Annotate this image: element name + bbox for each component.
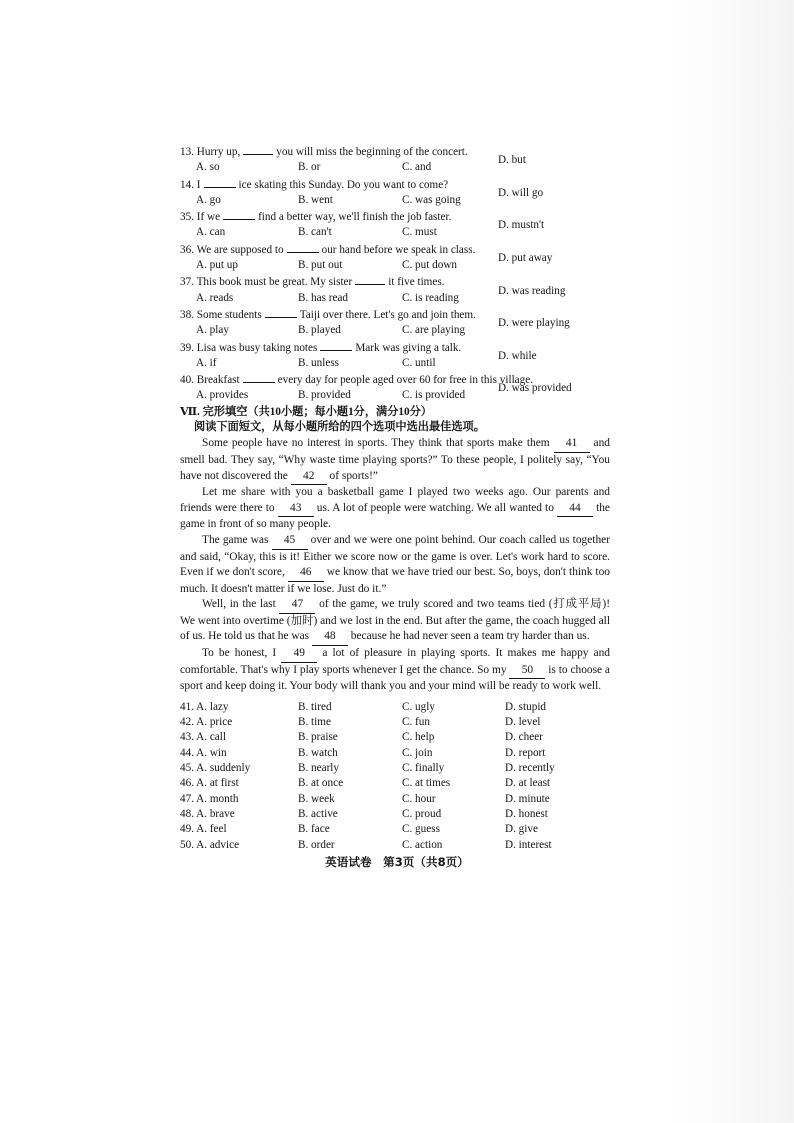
question-text: 37. This book must be great. My sister [180,276,353,289]
cloze-option: 42. A. price [180,716,233,729]
passage-text: Some people have no interest in sports. They think that sports make them [202,437,554,450]
option-a: A. play [196,324,229,337]
question-text: you will miss the beginning of the concert. [276,146,468,158]
cloze-option: C. help [402,731,435,744]
cloze-option: 46. A. at first [180,777,239,790]
answer-blank [204,176,236,188]
cloze-option: D. give [505,823,538,836]
passage-text: of sports!” [326,469,378,482]
cloze-option: D. honest [505,807,548,820]
cloze-option: D. minute [505,792,550,805]
option-c: C. must [402,226,437,239]
question-options [180,219,610,240]
answer-blank [243,371,275,383]
question-stem [180,208,610,225]
cloze-option: C. hour [402,792,436,805]
answer-blank [320,339,352,351]
passage-paragraph [180,436,610,485]
cloze-option: B. time [298,716,331,729]
option-b: B. provided [298,389,351,402]
cloze-blank-number: 42 [291,469,327,486]
option-a: A. reads [196,291,234,304]
cloze-option: C. fun [402,716,430,729]
cloze-blank-number: 45 [272,533,308,550]
cloze-option: B. order [298,838,335,851]
passage-text: is to choose a sport and keep doing it. Your body will thank you and your mind will be ready to work well. [180,663,610,693]
cloze-option: C. action [402,838,443,851]
cloze-option: 49. A. feel [180,823,227,836]
question-text: Mark was giving a talk. [355,341,462,354]
cloze-option-row [180,761,610,776]
answer-blank [223,208,255,220]
question-options [180,252,610,273]
cloze-option: C. proud [402,807,442,820]
passage-text: Well, in the last [202,598,280,611]
passage-paragraph [180,597,610,646]
cloze-option: B. active [298,807,338,820]
cloze-option-row [180,700,610,715]
question-text: 14. I [180,178,201,191]
option-c: C. was going [402,193,461,206]
cloze-option-row [180,715,610,730]
passage-text: To be honest, I [202,647,282,660]
cloze-blank-number: 44 [557,501,593,518]
cloze-option: D. report [505,746,546,759]
passage-text: over and we were one point behind. Our coach called us together and said, “Okay, this is it! Either we score now or the game is over. Let's work hard to score. Even if we don't score, [180,533,610,579]
exam-content [180,143,610,853]
question-text: every day for people aged over 60 for free in this village. [277,374,534,387]
question-text: 35. If we [180,211,221,224]
option-d: D. put away [498,252,553,265]
option-b: B. or [298,161,321,174]
passage-paragraph [180,485,610,533]
cloze-option: B. watch [298,746,338,759]
question-options [180,186,610,208]
cloze-option: B. praise [298,731,338,744]
question-options [180,382,610,403]
option-c: C. is reading [402,291,459,304]
cloze-blank-number: 47 [279,597,315,614]
cloze-option: D. interest [505,838,552,851]
cloze-option-row [180,792,610,807]
option-a: A. go [196,193,221,206]
passage-text: and smell bad. They say, “Why waste time playing sports?” To these people, I politely say, “You have not discovered the [180,437,610,482]
passage-text: a lot of pleasure in playing sports. It makes me happy and comfortable. That's why I play sports whenever I get the chance. So my [180,647,610,676]
page-footer: 英语试卷 第3页（共8页） [325,855,469,869]
cloze-option: C. guess [402,823,440,836]
passage-text: of the game, we truly scored and two teams tied (打成平局)! We went into overtime (加时) and we lost in the end. But after the game, the coach hugged all of us. He told us that he was [180,598,610,643]
cloze-option-row [180,730,610,745]
question-stem [180,143,610,160]
cloze-option: B. at once [298,777,344,790]
question-text: 40. Breakfast [180,374,240,387]
cloze-option: D. cheer [505,731,543,744]
cloze-passage [180,436,610,695]
passage-text: The game was [202,533,272,546]
option-c: C. until [402,356,436,369]
cloze-option: B. tired [298,700,332,713]
answer-blank [265,306,297,318]
question-options [180,317,610,338]
single-choice-questions [180,143,610,404]
passage-text: the game in front of so many people. [180,501,610,531]
cloze-option: D. stupid [505,700,547,713]
cloze-option: 47. A. month [180,792,239,805]
option-c: C. is provided [402,389,466,402]
cloze-option-row [180,822,610,837]
cloze-option: 45. A. suddenly [180,762,251,775]
question-options [180,349,610,371]
cloze-option: 43. A. call [180,731,226,744]
option-a: A. if [196,356,217,369]
section-instruction: 阅读下面短文，从每小题所给的四个选项中选出最佳选项。 [194,421,485,434]
passage-text: we know that we have tried our best. So, boys, don't think too much. It doesn't matter if we lose. Just do it.” [180,566,610,595]
section-title: Ⅶ. 完形填空（共10小题；每小题1分，满分10分） [180,405,432,418]
cloze-option-row [180,776,610,791]
cloze-blank-number: 46 [288,565,324,582]
passage-text: because he had never seen a team try harder than us. [347,630,590,643]
scan-shadow [668,0,794,1123]
cloze-options [180,700,610,853]
option-d: D. while [498,349,537,362]
option-b: B. has read [298,291,349,304]
option-d: D. mustn't [498,219,545,232]
question-options [180,154,610,175]
cloze-blank-number: 50 [509,663,545,680]
option-a: A. provides [196,389,249,402]
question-stem [180,176,610,193]
option-d: D. but [498,154,526,167]
answer-blank [355,273,385,285]
cloze-option-row [180,807,610,822]
cloze-option-row [180,838,610,853]
cloze-option-row [180,746,610,761]
cloze-option: C. at times [402,777,451,790]
cloze-option: D. at least [505,777,551,790]
cloze-option: 44. A. win [180,746,227,759]
option-c: C. are playing [402,324,466,337]
question-options [180,284,610,306]
question-text: ice skating this Sunday. Do you want to come? [238,178,449,191]
option-d: D. was reading [498,284,566,297]
cloze-option: D. level [505,716,541,729]
question-text: 36. We are supposed to [180,243,284,256]
question-text: it five times. [388,276,445,289]
answer-blank [287,241,319,253]
cloze-blank-number: 41 [554,436,590,453]
cloze-blank-number: 48 [312,629,348,646]
option-d: D. were playing [498,317,570,330]
option-b: B. went [298,193,333,206]
cloze-option: 50. A. advice [180,838,240,851]
cloze-option: B. week [298,792,335,805]
cloze-option: C. finally [402,762,445,775]
passage-paragraph [180,533,610,597]
cloze-option: B. nearly [298,762,340,775]
option-b: B. unless [298,356,340,369]
passage-text: Let me share with you a basketball game I played two weeks ago. Our parents and friends were there to [180,486,610,514]
option-c: C. and [402,161,432,174]
cloze-option: 41. A. lazy [180,700,229,713]
option-d: D. will go [498,186,544,199]
question-text: find a better way, we'll finish the job faster. [258,211,452,224]
cloze-option: C. ugly [402,700,435,713]
option-c: C. put down [402,259,458,272]
option-a: A. so [196,161,220,174]
cloze-option: C. join [402,746,433,759]
question-text: 13. Hurry up, [180,146,241,158]
passage-paragraph [180,646,610,695]
cloze-blank-number: 43 [278,501,314,518]
option-d: D. was provided [498,382,572,395]
option-a: A. put up [196,259,238,272]
cloze-blank-number: 49 [281,646,317,663]
option-a: A. can [196,226,226,239]
question-text: 38. Some students [180,308,262,321]
cloze-option: D. recently [505,762,555,775]
answer-blank [243,143,273,155]
option-b: B. can't [298,226,332,239]
question-text: our hand before we speak in class. [321,243,476,256]
question-text: Taiji over there. Let's go and join them. [299,308,476,321]
passage-text: us. A lot of people were watching. We all wanted to [313,501,557,514]
cloze-option: B. face [298,823,330,836]
question-stem [180,339,610,356]
question-text: 39. Lisa was busy taking notes [180,341,318,354]
cloze-option: 48. A. brave [180,807,235,820]
option-b: B. put out [298,259,343,272]
option-b: B. played [298,324,341,337]
